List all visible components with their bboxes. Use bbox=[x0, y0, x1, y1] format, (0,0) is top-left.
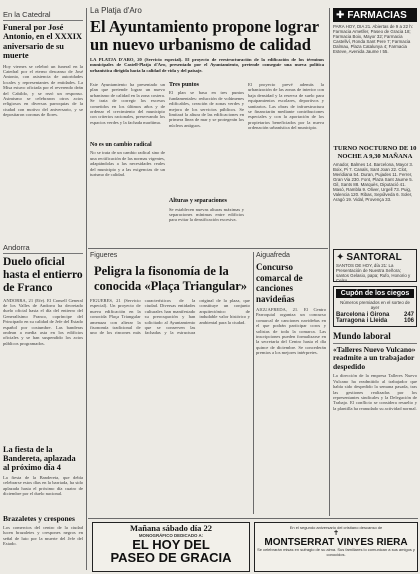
lead-intro: LA PLATJA D'ARO, 20 (Servicio especial). El proyecto de reestructuración de la edificación de los términos municipales de Castell-Platja d'Aro, presentado por el Ayuntamiento, pretende conseguir una nueva política urbanística dirigida hacia la calidad de vida y del paisaje. bbox=[90, 57, 324, 73]
body-funeral: Hoy viernes se celebró un funeral en la Catedral por el eterno descanso de José Antonio, con asistencia de autoridades locales y representantes de entidades. La Misa estuvo oficiada por el reverendo deán del Cabildo, y se rezó un responso. Asimismo se celebraron otros actos religiosos en diversas parroquias de la ciudad con motivo del aniversario, y se depositaron coronas de flores. bbox=[3, 63, 83, 118]
lead-col1-text: Este Ayuntamiento ha presentado un plan que pretende lograr un nuevo urbanismo de calidad en la zona costera. Se trata de corregir los excesos cometidos en los últimos años y de ordenar el crecimiento del municipio con criterios racionales, preservando los espacios verdes y la fachada marítima. bbox=[90, 82, 165, 125]
kicker-platja-daro: La Platja d'Aro bbox=[90, 6, 142, 15]
aiguafreda-story bbox=[256, 252, 326, 516]
cross-icon: ✚ bbox=[336, 9, 345, 21]
headline-brazaletes: Brazaletes y crespones bbox=[3, 513, 75, 523]
column-rule bbox=[329, 8, 330, 516]
ad-monografico: MONOGRÁFICO DEDICADO A: bbox=[138, 532, 204, 538]
obituary-body: Se celebrarán misas en sufragio de su alma. Sus familiares lo comunican a sus amigos y conocidos. bbox=[257, 547, 415, 557]
headline-duelo: Duelo oficial hasta el entierro de Franco bbox=[3, 255, 83, 294]
cupon-row1-value: 247 bbox=[403, 312, 414, 319]
lead-headline: El Ayuntamiento propone lograr un nuevo urbanismo de calidad bbox=[90, 17, 319, 54]
farmacias-banner bbox=[333, 8, 417, 22]
column-rule bbox=[253, 252, 254, 514]
section-catedral: En la Catedral bbox=[3, 10, 83, 21]
column-rule bbox=[86, 8, 87, 570]
body-placa-triangular: FIGUERES, 21 (Servicio especial). Un proyecto de nueva edificación en la conocida Plaça Triangular amenaza con alterar la fisonomía tradicional de uno de los rincones más característicos de la ciudad. Diversas entidades culturales han manifestado su preocupación y han solicitado al Ayuntamiento que se conserven las fachadas y la estructura original de la plaza, que constituye un conjunto arquitectónico de indudable valor histórico y ambiental para la ciudad. bbox=[90, 298, 250, 336]
lead-col-2 bbox=[169, 82, 244, 229]
body-bandereta: La fiesta de la Bandereta, que debía celebrarse estos días en la barriada, ha sido aplazada hasta el próximo día cuatro de diciembre por el duelo nacional. bbox=[3, 474, 83, 497]
headline-bandereta: La fiesta de la Bandereta, aplazada al próximo día 4 bbox=[3, 444, 76, 473]
lead-col3-text: El proyecto prevé además la urbanización de las zonas de interior con baja densidad y la reserva de suelo para equipamientos escolares, deportivos y sanitarios. Las obras de infraestructura se financiarán mediante contribuciones especiales y con la aportación de los propietarios beneficiados por la nueva ordenación urbanística del municipio. bbox=[248, 82, 324, 131]
left-column bbox=[3, 10, 83, 574]
santoral-title: SANTORAL bbox=[346, 252, 402, 264]
row-rule bbox=[88, 518, 418, 519]
section-mundo-laboral: Mundo laboral bbox=[333, 332, 417, 343]
right-column bbox=[333, 8, 417, 516]
cupon-row2-label: Tarragona i Lleida bbox=[336, 318, 388, 325]
obituary-cross-icon: ✝ bbox=[333, 529, 339, 537]
headline-funeral: Funeral por José Antonio, en el XXXIX aniversario de su muerte bbox=[3, 23, 83, 61]
turno-nocturno-title: TURNO NOCTURNO DE 10 NOCHE A 9,30 MAÑANA bbox=[333, 145, 417, 160]
cupon-box bbox=[333, 286, 417, 327]
star-icon: ✦ bbox=[336, 252, 345, 264]
section-figueres: Figueres bbox=[90, 252, 118, 259]
obituary-intro: En el segundo aniversario del cristiano descanso de bbox=[289, 525, 383, 530]
headline-concurso: Concurso comarcal de canciones navideñas bbox=[256, 262, 303, 304]
ad-paseo-de-gracia: PASEO DE GRACIA bbox=[110, 549, 232, 565]
farmacias-body: PARA HOY, DIA 21. Abiertas de 9 a 22 h: Farmacia Ametller, Paseo de Gracia 18; Farmacia Boix, Mayor 32; Farmacia Castellví, Ronda Sant Pere 7; Farmacia Dalmau, Plaza Catalunya 4; Farmacia Esteve, Avenida Jaume I 55. bbox=[333, 24, 413, 54]
ad-manana-sabado: Mañana sábado día 22 bbox=[130, 523, 212, 533]
lead-col2-text: El plan se basa en tres puntos fundamentales: reducción de volúmenes edificables, creación de zonas verdes y mejora de los servicios públicos. Se limitará la altura de las edificaciones en primera línea de mar y se protegerán los núcleos antiguos. bbox=[169, 90, 244, 128]
cupon-title: Cupón de los ciegos bbox=[336, 289, 414, 298]
cupon-subtitle: Números premiados en el sorteo de ayer bbox=[340, 300, 410, 311]
santoral-box bbox=[333, 249, 417, 282]
section-andorra: Andorra bbox=[3, 243, 83, 254]
lead-col1b-text: No se trata de un cambio radical sino de una rectificación de las normas vigentes, adaptándolas a las necesidades reales del municipio y a las exigencias de un turismo de calidad. bbox=[90, 150, 165, 177]
body-brazaletes: Los comercios del centro de la ciudad lucen brazaletes y crespones negros en señal de luto por la muerte del Jefe del Estado. bbox=[3, 524, 83, 546]
obituary-ad bbox=[254, 522, 418, 572]
ad-el-hoy-del: EL HOY DEL bbox=[132, 536, 210, 552]
section-aiguafreda: Aiguafreda bbox=[256, 252, 290, 259]
cupon-row-2 bbox=[336, 318, 414, 324]
lead-col-1 bbox=[90, 82, 165, 229]
lead-col-3 bbox=[248, 82, 324, 229]
figueres-story bbox=[90, 252, 250, 516]
farmacias-title: FARMACIAS bbox=[347, 9, 407, 21]
lead-story bbox=[90, 6, 324, 244]
body-duelo: ANDORRA, 21 (Efe). El Consell General de los Valles de Andorra ha decretado duelo oficial hasta el día del entierro del Generalísimo Franco, copríncipe del Principado en su calidad de Jefe del Estado español por costumbre. Las banderas ondean a media asta en los edificios oficiales y se han suspendido los actos públicos programados. bbox=[3, 297, 83, 346]
obituary-name: MONTSERRAT VINYES RIERA bbox=[264, 537, 408, 548]
santoral-body: SANTOS DE HOY, día 21: La Presentación de Nuestra Señora; santos Gelasio, papa; Rufo, Honorio y Celso. bbox=[336, 263, 411, 284]
santoral-header bbox=[336, 252, 414, 263]
headline-vulcano: «Talleres Nuevo Vulcano» readmite a un trabajador despedido bbox=[333, 344, 416, 371]
lead-col2b-text: Se establecen nuevas alturas máximas y separaciones mínimas entre edificios para evitar la densificación excesiva. bbox=[169, 206, 244, 223]
sub-cambio-radical: No es un cambio radical bbox=[90, 142, 152, 148]
sub-tres-puntos: Tres puntos bbox=[169, 82, 199, 88]
cupon-row2-value: 106 bbox=[403, 318, 414, 325]
body-vulcano: La dirección de la empresa Talleres Nuevo Vulcano ha readmitido al trabajador que había sido despedido la semana pasada, tras las gestiones realizadas por los representantes sindicales y la Delegación de Trabajo. El conflicto se considera resuelto y la plantilla ha reanudado su actividad normal. bbox=[333, 373, 417, 411]
row-rule bbox=[88, 248, 328, 249]
body-concurso: AIGUAFREDA, 21. El Centro Parroquial organiza un concurso comarcal de canciones navideñas en el que podrán participar coros y solistas de toda la comarca. Las inscripciones pueden formalizarse en la secretaría del Centro hasta el día quince de diciembre. Se concederán premios a los mejores intérpretes. bbox=[256, 307, 326, 356]
headline-placa-triangular: Peligra la fisonomía de la conocida «Plaça Triangular» bbox=[94, 264, 248, 293]
monografico-ad bbox=[92, 522, 250, 572]
sub-alturas: Alturas y separaciones bbox=[169, 198, 227, 205]
turno-nocturno-list: Amador, Balmes 14. Barcelona, Mayor 3. Boix, Pi 7. Canals, Sant Joan 22. Clot, Meridiana 54. Duran, Pujades 11. Ferrer, Gran Via 230. Font, Plaza Sant Jaume 5. Gil, Sants 88. Marquès, Diputació 41. Masó, Rambla 9. Oliver, Urgell 73. Puig, Valencia 120. Ribas, Sepúlveda 6. Soler, Aragó 19. Vidal, Provença 33. bbox=[333, 162, 414, 203]
lead-columns bbox=[90, 82, 324, 229]
cupon-row1-label: Barcelona i Girona bbox=[336, 312, 390, 319]
